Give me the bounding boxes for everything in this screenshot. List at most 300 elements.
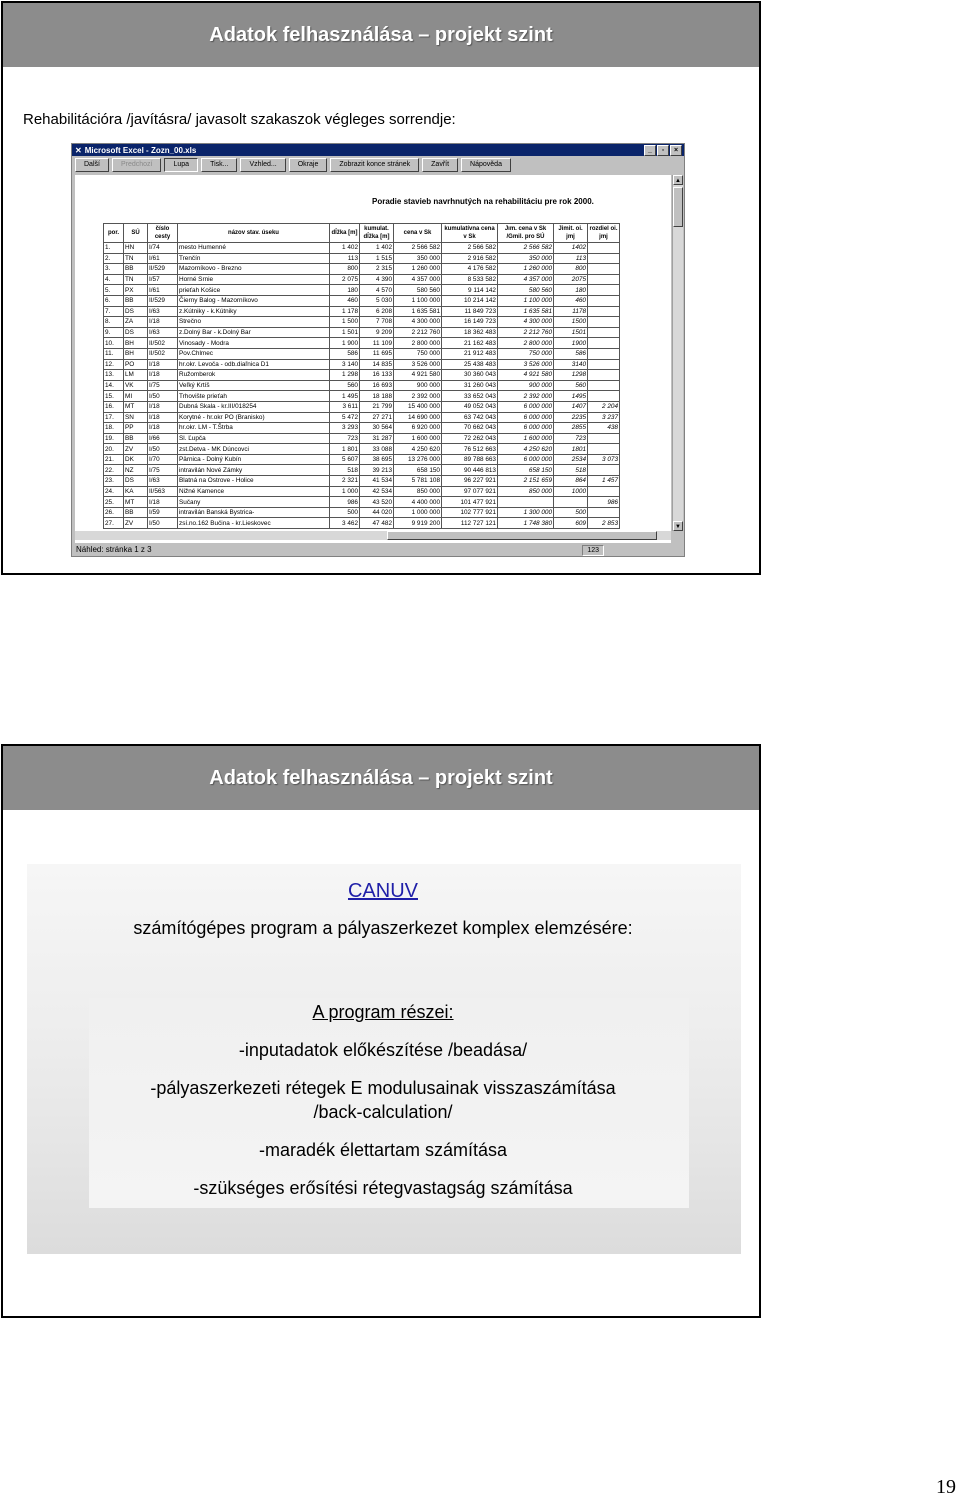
- table-cell: I/18: [148, 497, 178, 508]
- table-cell: 800: [554, 264, 588, 275]
- table-row: [104, 476, 620, 487]
- table-cell: I/18: [148, 370, 178, 381]
- table-cell: 4 570: [360, 285, 394, 296]
- table-cell: I/50: [148, 444, 178, 455]
- slide-1: [1, 1, 761, 575]
- table-cell: Trenčín: [178, 253, 330, 264]
- table-cell: I/61: [148, 285, 178, 296]
- table-cell: [588, 306, 620, 317]
- table-cell: 2 800 000: [394, 338, 442, 349]
- table-cell: [588, 433, 620, 444]
- table-cell: 4 921 580: [394, 370, 442, 381]
- table-cell: zst.Detva - MK Dúncovci: [178, 444, 330, 455]
- status-bar: [72, 544, 684, 556]
- table-cell: 14 690 000: [394, 412, 442, 423]
- table-cell: 6 000 000: [498, 454, 554, 465]
- slide-2-header: Adatok felhasználása – projekt szint: [3, 746, 759, 810]
- table-cell: 2 151 659: [498, 476, 554, 487]
- table-cell: 14 835: [360, 359, 394, 370]
- table-cell: 800: [330, 264, 360, 275]
- table-cell: [588, 486, 620, 497]
- table-cell: 4 390: [360, 274, 394, 285]
- table-row: [104, 306, 620, 317]
- table-cell: hr.okr. Levoča - odb.diaľnica D1: [178, 359, 330, 370]
- table-cell: intravilán Banská Bystrica-: [178, 507, 330, 518]
- table-cell: 23.: [104, 476, 124, 487]
- table-cell: 16 133: [360, 370, 394, 381]
- table-cell: TN: [124, 274, 148, 285]
- table-cell: 2 315: [360, 264, 394, 275]
- table-cell: 16.: [104, 401, 124, 412]
- table-cell: 1 635 581: [498, 306, 554, 317]
- table-cell: 1 000 000: [394, 507, 442, 518]
- table-cell: 180: [330, 285, 360, 296]
- table-cell: 1 178: [330, 306, 360, 317]
- table-cell: 2 392 000: [498, 391, 554, 402]
- table-cell: 2075: [554, 274, 588, 285]
- table-row: [104, 327, 620, 338]
- table-cell: 6 920 000: [394, 423, 442, 434]
- table-cell: 580 560: [394, 285, 442, 296]
- sheet-title: Poradie stavieb navrhnutých na rehabilitáciu pre rok 2000.: [372, 197, 594, 206]
- table-cell: 500: [330, 507, 360, 518]
- table-cell: 3 611: [330, 401, 360, 412]
- table-cell: 6 000 000: [498, 401, 554, 412]
- table-cell: II/563: [148, 486, 178, 497]
- table-cell: 3 140: [330, 359, 360, 370]
- table-cell: 30 564: [360, 423, 394, 434]
- zoom-button[interactable]: Lupa: [164, 158, 198, 172]
- table-cell: 18 362 483: [442, 327, 498, 338]
- table-cell: 3 526 000: [394, 359, 442, 370]
- setup-button[interactable]: Vzhled...: [240, 158, 285, 172]
- table-row: [104, 274, 620, 285]
- table-cell: 11 849 723: [442, 306, 498, 317]
- table-cell: ZV: [124, 444, 148, 455]
- table-cell: 8 533 582: [442, 274, 498, 285]
- table-cell: Veľký Krtíš: [178, 380, 330, 391]
- table-cell: 4 357 000: [394, 274, 442, 285]
- print-button[interactable]: Tisk...: [201, 158, 237, 172]
- table-row: [104, 348, 620, 359]
- table-cell: 1298: [554, 370, 588, 381]
- table-cell: 11 109: [360, 338, 394, 349]
- table-cell: 11 695: [360, 348, 394, 359]
- slide-1-subtitle: Rehabilitációra /javításra/ javasolt szakaszok végleges sorrendje:: [23, 111, 456, 128]
- table-row: [104, 338, 620, 349]
- table-cell: [588, 507, 620, 518]
- table-cell: 10 214 142: [442, 295, 498, 306]
- table-cell: 1 515: [360, 253, 394, 264]
- table-cell: 1 500: [330, 317, 360, 328]
- close-button[interactable]: ×: [670, 145, 682, 156]
- table-row: [104, 518, 620, 529]
- table-cell: 13.: [104, 370, 124, 381]
- table-cell: 3 237: [588, 412, 620, 423]
- table-cell: 4 300 000: [394, 317, 442, 328]
- table-cell: 15.: [104, 391, 124, 402]
- table-cell: KA: [124, 486, 148, 497]
- print-preview-toolbar: [72, 156, 684, 174]
- table-cell: 350 000: [394, 253, 442, 264]
- part-item-2: -pályaszerkezeti rétegek E modulusainak visszaszámítása: [150, 1078, 616, 1098]
- table-cell: 5 607: [330, 454, 360, 465]
- table-cell: 9.: [104, 327, 124, 338]
- table-cell: I/61: [148, 253, 178, 264]
- page-break-preview-button[interactable]: Zobrazit konce stránek: [330, 158, 419, 172]
- table-cell: [498, 497, 554, 508]
- table-cell: 24.: [104, 486, 124, 497]
- table-cell: 30 360 043: [442, 370, 498, 381]
- table-cell: 1 100 000: [394, 295, 442, 306]
- table-cell: 16 149 723: [442, 317, 498, 328]
- table-row: [104, 295, 620, 306]
- table-cell: [588, 444, 620, 455]
- table-cell: I/18: [148, 412, 178, 423]
- table-row: [104, 243, 620, 254]
- table-cell: 1 260 000: [498, 264, 554, 275]
- column-header: rozdiel oi. jmj: [588, 224, 620, 243]
- table-cell: 1000: [554, 486, 588, 497]
- table-cell: 1801: [554, 444, 588, 455]
- table-cell: [554, 497, 588, 508]
- table-cell: [588, 391, 620, 402]
- table-cell: MT: [124, 497, 148, 508]
- table-cell: I/75: [148, 465, 178, 476]
- table-cell: I/63: [148, 327, 178, 338]
- table-cell: 850 000: [498, 486, 554, 497]
- table-cell: [588, 285, 620, 296]
- column-header: Jım. cena v Sk /Gmil. pro SÚ: [498, 224, 554, 243]
- table-cell: PO: [124, 359, 148, 370]
- table-cell: 2.: [104, 253, 124, 264]
- table-cell: [588, 295, 620, 306]
- table-cell: MT: [124, 401, 148, 412]
- table-cell: 2 204: [588, 401, 620, 412]
- table-cell: intravilán Nové Zámky: [178, 465, 330, 476]
- table-cell: 49 052 043: [442, 401, 498, 412]
- table-cell: 750 000: [394, 348, 442, 359]
- table-cell: PP: [124, 423, 148, 434]
- vertical-scroll-thumb[interactable]: [673, 187, 683, 227]
- table-cell: 2855: [554, 423, 588, 434]
- excel-window-title: Microsoft Excel - Zozn_00.xls: [84, 145, 197, 155]
- table-cell: 21 799: [360, 401, 394, 412]
- table-cell: 19.: [104, 433, 124, 444]
- page-number: 19: [936, 1476, 956, 1498]
- table-row: [104, 486, 620, 497]
- table-cell: PX: [124, 285, 148, 296]
- table-cell: BB: [124, 433, 148, 444]
- table-cell: 1 600 000: [498, 433, 554, 444]
- table-cell: 500: [554, 507, 588, 518]
- table-cell: 723: [330, 433, 360, 444]
- table-cell: I/75: [148, 380, 178, 391]
- table-cell: 33 088: [360, 444, 394, 455]
- status-text: Náhled: stránka 1 z 3: [76, 545, 152, 554]
- table-cell: [588, 243, 620, 254]
- table-cell: 1 495: [330, 391, 360, 402]
- table-cell: 44 020: [360, 507, 394, 518]
- table-cell: z.Kútniky - k.Kútniky: [178, 306, 330, 317]
- vertical-scrollbar[interactable]: [672, 175, 683, 531]
- table-row: [104, 497, 620, 508]
- table-cell: BH: [124, 348, 148, 359]
- table-cell: 2 916 582: [442, 253, 498, 264]
- table-cell: 350 000: [498, 253, 554, 264]
- table-cell: 5 781 108: [394, 476, 442, 487]
- table-cell: [588, 253, 620, 264]
- part-item-3: -maradék élettartam számítása: [258, 1140, 508, 1160]
- table-cell: 586: [554, 348, 588, 359]
- table-cell: Blatná na Ostrove - Holice: [178, 476, 330, 487]
- part-item-2-continued: /back-calculation/: [313, 1102, 453, 1122]
- table-row: [104, 391, 620, 402]
- table-cell: 1 748 380: [498, 518, 554, 529]
- table-row: [104, 317, 620, 328]
- table-cell: ZV: [124, 518, 148, 529]
- horizontal-scrollbar[interactable]: [75, 531, 671, 540]
- table-cell: Nižné Kamence: [178, 486, 330, 497]
- table-cell: 1 100 000: [498, 295, 554, 306]
- canuv-title: CANUV: [347, 880, 418, 902]
- table-cell: BB: [124, 264, 148, 275]
- table-cell: Čierny Balog - Mazorníkovo: [178, 295, 330, 306]
- table-cell: 3 293: [330, 423, 360, 434]
- table-cell: 7.: [104, 306, 124, 317]
- table-cell: TN: [124, 253, 148, 264]
- table-cell: 15 400 000: [394, 401, 442, 412]
- table-row: [104, 465, 620, 476]
- table-cell: 900 000: [394, 380, 442, 391]
- table-cell: 1 300 000: [498, 507, 554, 518]
- minimize-button[interactable]: _: [644, 145, 656, 156]
- column-header: SÚ: [124, 224, 148, 243]
- table-cell: 900 000: [498, 380, 554, 391]
- table-cell: 76 512 663: [442, 444, 498, 455]
- table-cell: 4 250 620: [394, 444, 442, 455]
- horizontal-scroll-thumb[interactable]: [387, 531, 657, 540]
- table-cell: 2235: [554, 412, 588, 423]
- table-cell: 1 635 581: [394, 306, 442, 317]
- help-button[interactable]: Nápověda: [461, 158, 511, 172]
- table-cell: 750 000: [498, 348, 554, 359]
- table-cell: 21 912 483: [442, 348, 498, 359]
- table-cell: 6 000 000: [498, 412, 554, 423]
- table-cell: I/18: [148, 317, 178, 328]
- table-cell: 89 788 663: [442, 454, 498, 465]
- table-row: [104, 401, 620, 412]
- table-cell: 4 400 000: [394, 497, 442, 508]
- table-cell: Pov.Chlmec: [178, 348, 330, 359]
- table-cell: 18.: [104, 423, 124, 434]
- table-cell: 113: [554, 253, 588, 264]
- table-cell: 90 446 813: [442, 465, 498, 476]
- table-cell: 4 300 000: [498, 317, 554, 328]
- table-cell: 5 030: [360, 295, 394, 306]
- table-cell: 9 114 142: [442, 285, 498, 296]
- table-cell: [588, 359, 620, 370]
- table-cell: Ružomberok: [178, 370, 330, 381]
- table-cell: I/70: [148, 454, 178, 465]
- table-row: [104, 433, 620, 444]
- table-cell: 8.: [104, 317, 124, 328]
- table-cell: 1501: [554, 327, 588, 338]
- table-cell: BB: [124, 507, 148, 518]
- table-cell: 5 472: [330, 412, 360, 423]
- column-header: cena v Sk: [394, 224, 442, 243]
- table-cell: 180: [554, 285, 588, 296]
- table-cell: 3.: [104, 264, 124, 275]
- table-cell: ZA: [124, 317, 148, 328]
- column-header: kumulat. dĺžka [m]: [360, 224, 394, 243]
- table-cell: Sučany: [178, 497, 330, 508]
- table-cell: 31 287: [360, 433, 394, 444]
- next-button[interactable]: Další: [75, 158, 109, 172]
- table-cell: 25.: [104, 497, 124, 508]
- table-row: [104, 454, 620, 465]
- table-cell: z.Dolný Bar - k.Dolný Bar: [178, 327, 330, 338]
- table-cell: Strečno: [178, 317, 330, 328]
- table-cell: 4 357 000: [498, 274, 554, 285]
- table-cell: [588, 370, 620, 381]
- table-cell: 2 800 000: [498, 338, 554, 349]
- table-cell: 97 077 921: [442, 486, 498, 497]
- table-cell: 438: [588, 423, 620, 434]
- table-cell: I/57: [148, 274, 178, 285]
- table-cell: DS: [124, 476, 148, 487]
- table-cell: DS: [124, 306, 148, 317]
- table-cell: 2 566 582: [394, 243, 442, 254]
- table-cell: II/502: [148, 338, 178, 349]
- table-cell: [588, 264, 620, 275]
- table-row: [104, 285, 620, 296]
- table-cell: mesto Humenné: [178, 243, 330, 254]
- table-cell: I/74: [148, 243, 178, 254]
- table-cell: [588, 317, 620, 328]
- table-cell: 42 534: [360, 486, 394, 497]
- parts-title: A program részei:: [312, 1002, 454, 1022]
- scroll-up-icon[interactable]: ▲: [673, 175, 683, 185]
- table-cell: VK: [124, 380, 148, 391]
- table-cell: 850 000: [394, 486, 442, 497]
- margins-button[interactable]: Okraje: [289, 158, 328, 172]
- table-cell: 2 566 582: [442, 243, 498, 254]
- table-cell: Korytné - hr.okr PO (Branisko): [178, 412, 330, 423]
- table-cell: I/50: [148, 518, 178, 529]
- scroll-down-icon[interactable]: ▼: [673, 521, 683, 531]
- table-cell: 1178: [554, 306, 588, 317]
- excel-titlebar: [72, 144, 684, 156]
- table-cell: 1 900: [330, 338, 360, 349]
- table-cell: 1 501: [330, 327, 360, 338]
- table-cell: 3 462: [330, 518, 360, 529]
- table-cell: 580 560: [498, 285, 554, 296]
- table-cell: II/529: [148, 264, 178, 275]
- table-cell: 2 212 760: [394, 327, 442, 338]
- table-cell: 586: [330, 348, 360, 359]
- table-cell: 518: [554, 465, 588, 476]
- table-cell: [588, 338, 620, 349]
- table-cell: 5.: [104, 285, 124, 296]
- table-cell: I/66: [148, 433, 178, 444]
- table-cell: 112 727 121: [442, 518, 498, 529]
- close-preview-button[interactable]: Zavřít: [422, 158, 458, 172]
- table-cell: 1495: [554, 391, 588, 402]
- table-cell: 1 402: [360, 243, 394, 254]
- table-cell: 9 209: [360, 327, 394, 338]
- table-cell: 2 321: [330, 476, 360, 487]
- table-cell: 38 695: [360, 454, 394, 465]
- table-cell: 18 188: [360, 391, 394, 402]
- table-cell: I/18: [148, 423, 178, 434]
- table-cell: 21 162 483: [442, 338, 498, 349]
- table-cell: 986: [330, 497, 360, 508]
- table-cell: 2 566 582: [498, 243, 554, 254]
- table-cell: II/502: [148, 348, 178, 359]
- restore-button[interactable]: ▫: [657, 145, 669, 156]
- table-cell: 31 260 043: [442, 380, 498, 391]
- table-cell: HN: [124, 243, 148, 254]
- table-cell: 460: [554, 295, 588, 306]
- table-cell: I/18: [148, 401, 178, 412]
- slide-1-header: Adatok felhasználása – projekt szint: [3, 3, 759, 67]
- table-cell: 96 227 921: [442, 476, 498, 487]
- part-item-1: -inputadatok előkészítése /beadása/: [238, 1040, 528, 1060]
- table-cell: Trhovište prieťah: [178, 391, 330, 402]
- table-cell: 2534: [554, 454, 588, 465]
- table-cell: 658 150: [498, 465, 554, 476]
- table-cell: prieťah Košice: [178, 285, 330, 296]
- column-header: číslo cesty: [148, 224, 178, 243]
- table-cell: Sl. Ľupča: [178, 433, 330, 444]
- table-cell: 63 742 043: [442, 412, 498, 423]
- table-cell: I/50: [148, 391, 178, 402]
- table-cell: 113: [330, 253, 360, 264]
- part-item-4: -szükséges erősítési rétegvastagság számítása: [193, 1178, 573, 1198]
- table-cell: I/63: [148, 476, 178, 487]
- table-cell: 101 477 921: [442, 497, 498, 508]
- table-cell: 4 250 620: [498, 444, 554, 455]
- column-header: názov stav. úseku: [178, 224, 330, 243]
- previous-button[interactable]: Predchozí: [112, 158, 162, 172]
- table-cell: 1 260 000: [394, 264, 442, 275]
- table-cell: Mazorníkovo - Brezno: [178, 264, 330, 275]
- table-cell: 2 075: [330, 274, 360, 285]
- table-cell: 12.: [104, 359, 124, 370]
- table-cell: 1.: [104, 243, 124, 254]
- table-cell: 560: [554, 380, 588, 391]
- table-cell: DK: [124, 454, 148, 465]
- table-cell: 47 482: [360, 518, 394, 529]
- table-cell: 4.: [104, 274, 124, 285]
- table-cell: BH: [124, 338, 148, 349]
- table-cell: Pärnica - Dolný Kubín: [178, 454, 330, 465]
- table-cell: 1 298: [330, 370, 360, 381]
- table-cell: 2 392 000: [394, 391, 442, 402]
- table-cell: 11.: [104, 348, 124, 359]
- table-cell: 1500: [554, 317, 588, 328]
- table-cell: 41 534: [360, 476, 394, 487]
- table-cell: BB: [124, 295, 148, 306]
- table-cell: 26.: [104, 507, 124, 518]
- column-header: kumulatívna cena v Sk: [442, 224, 498, 243]
- table-row: [104, 370, 620, 381]
- table-cell: 70 662 043: [442, 423, 498, 434]
- table-cell: [588, 274, 620, 285]
- table-cell: 3140: [554, 359, 588, 370]
- table-cell: NZ: [124, 465, 148, 476]
